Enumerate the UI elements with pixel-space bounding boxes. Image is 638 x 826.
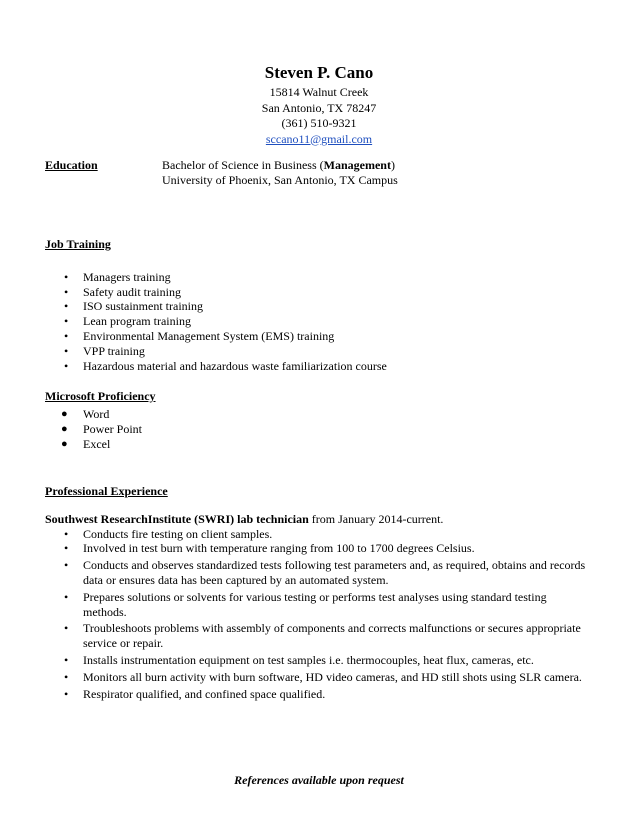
email-link[interactable]: sccano11@gmail.com: [265, 131, 373, 146]
bullet-icon: •: [64, 526, 69, 541]
list-item-text: Word: [83, 406, 110, 421]
microsoft-heading: Microsoft Proficiency: [45, 389, 156, 403]
microsoft-list: [45, 407, 593, 452]
address-city: San Antonio, TX 78247: [261, 100, 377, 115]
references-footer: References available upon request: [234, 773, 404, 787]
list-item: [45, 590, 593, 620]
list-item-text: Monitors all burn activity with burn software, HD video cameras, and HD still shots using SLR camera.: [83, 669, 582, 684]
list-item: [45, 670, 593, 685]
list-item-text: Lean program training: [83, 314, 191, 329]
list-item-text: Involved in test burn with temperature ranging from 100 to 1700 degrees Celsius.: [83, 541, 475, 556]
bullet-icon: •: [64, 343, 69, 358]
list-item-text: Hazardous material and hazardous waste familiarization course: [83, 358, 387, 373]
job-training-heading: Job Training: [45, 237, 111, 251]
list-item-text: Prepares solutions or solvents for various testing or performs test analyses using standard testing methods.: [83, 589, 547, 619]
list-item: [45, 359, 593, 374]
job-training-list: [45, 270, 593, 374]
bullet-icon: •: [64, 284, 69, 299]
address-street: 15814 Walnut Creek: [269, 85, 369, 99]
list-item: [45, 541, 593, 556]
list-item-text: Environmental Management System (EMS) training: [83, 328, 335, 343]
job-line: [45, 512, 593, 527]
bullet-icon: •: [64, 558, 69, 573]
bullet-icon: •: [64, 314, 69, 329]
bullet-icon: •: [64, 686, 69, 701]
list-item: [45, 299, 593, 314]
bullet-icon: ●: [61, 437, 68, 450]
job-dates: from January 2014-current.: [308, 511, 444, 526]
list-item-text: Safety audit training: [83, 284, 181, 299]
bullet-icon: •: [64, 669, 69, 684]
list-item: [45, 344, 593, 359]
experience-heading: Professional Experience: [45, 484, 168, 498]
experience-list: [45, 527, 593, 702]
bullet-icon: •: [64, 589, 69, 604]
bullet-icon: •: [64, 269, 69, 284]
list-item-text: Power Point: [83, 421, 143, 436]
list-item: [45, 653, 593, 668]
job-training-section: [45, 237, 593, 373]
degree-line: [162, 158, 398, 173]
education-heading: Education: [45, 158, 98, 172]
list-item-text: Respirator qualified, and confined space qualified.: [83, 686, 326, 701]
bullet-icon: •: [64, 652, 69, 667]
phone-number: (361) 510-9321: [281, 116, 357, 130]
list-item-text: Conducts and observes standardized tests following test parameters and, as required, obtains and records data or ensures data has been captured by an automated system.: [83, 558, 586, 587]
bullet-icon: •: [64, 541, 69, 556]
list-item: [45, 285, 593, 300]
experience-section: [45, 484, 593, 701]
list-item: [45, 329, 593, 344]
bullet-icon: •: [64, 299, 69, 314]
bullet-icon: •: [64, 358, 69, 373]
list-item: [45, 687, 593, 702]
microsoft-section: [45, 389, 593, 452]
list-item: [45, 270, 593, 285]
list-item: [45, 422, 593, 437]
list-item: [45, 407, 593, 422]
list-item: [45, 527, 593, 542]
degree-prefix: Bachelor of Science in Business (: [162, 158, 324, 172]
list-item-text: Excel: [83, 436, 111, 451]
degree-suffix: ): [390, 158, 395, 172]
list-item-text: Managers training: [83, 269, 171, 284]
list-item: [45, 437, 593, 452]
list-item-text: Troubleshoots problems with assembly of components and corrects malfunctions or secures appropriate service or repair.: [83, 621, 581, 651]
list-item: [45, 314, 593, 329]
degree-major: Management: [323, 158, 391, 172]
bullet-icon: ●: [61, 422, 68, 435]
job-title: Southwest ResearchInstitute (SWRI) lab technician: [45, 511, 309, 526]
bullet-icon: ●: [61, 407, 68, 420]
list-item-text: Conducts fire testing on client samples.: [83, 526, 273, 541]
list-item: [45, 621, 593, 651]
applicant-name: Steven P. Cano: [264, 63, 374, 82]
school-line: University of Phoenix, San Antonio, TX Campus: [162, 172, 398, 187]
bullet-icon: •: [64, 328, 69, 343]
list-item-text: Installs instrumentation equipment on test samples i.e. thermocouples, heat flux, cameras, etc.: [83, 652, 534, 667]
resume-header: [0, 63, 638, 147]
list-item-text: ISO sustainment training: [83, 299, 203, 314]
list-item-text: VPP training: [83, 343, 145, 358]
bullet-icon: •: [64, 621, 69, 636]
list-item: [45, 558, 593, 588]
